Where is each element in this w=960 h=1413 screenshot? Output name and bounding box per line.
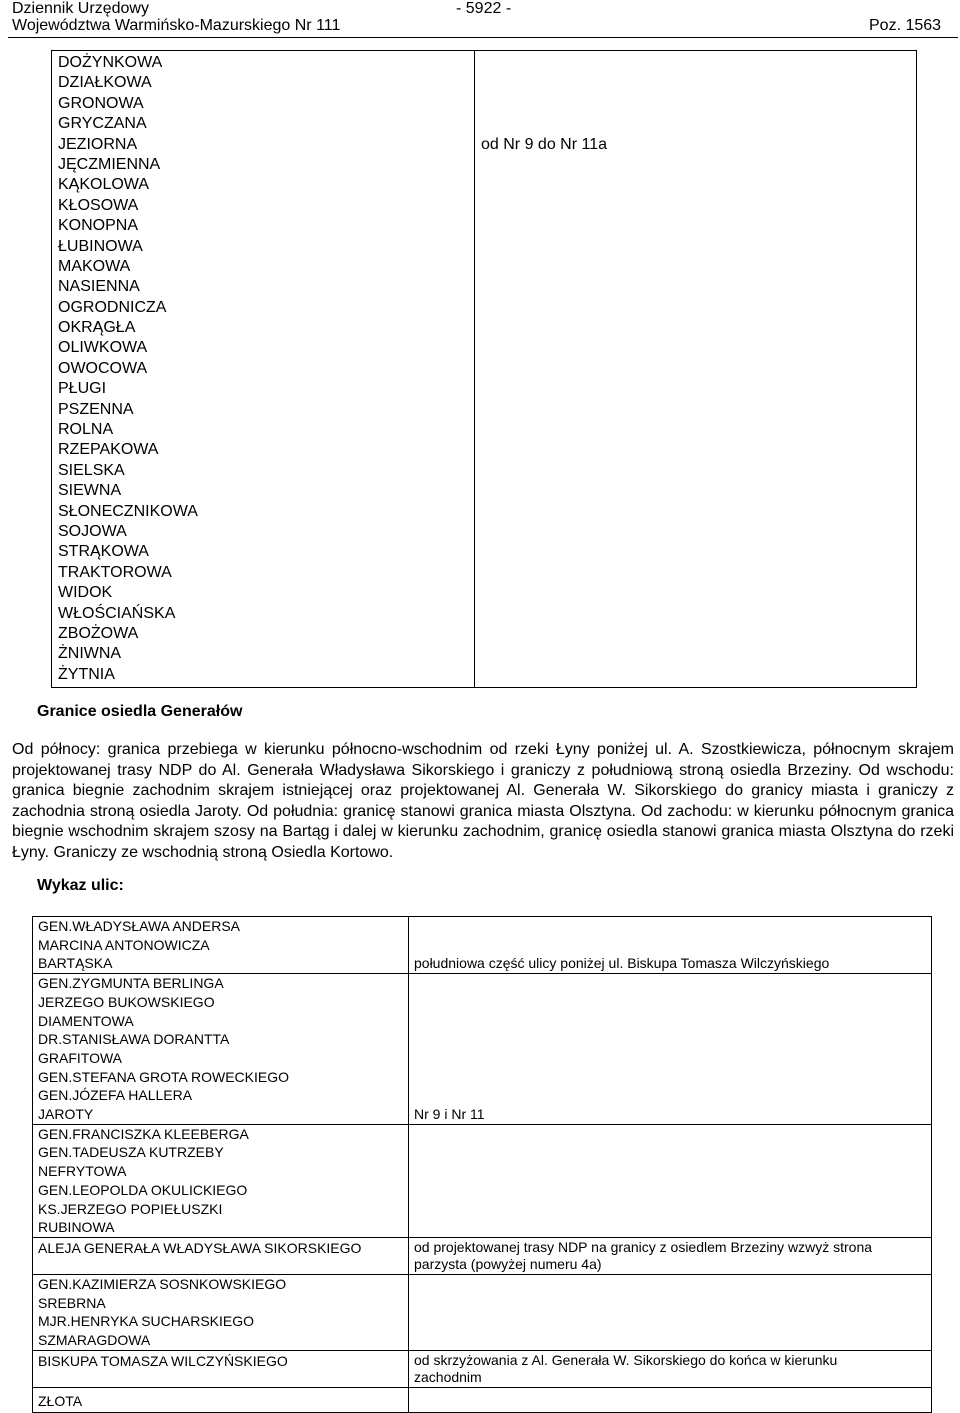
street-note-line: od skrzyżowania z Al. Generała W. Sikorskiego do końca w kierunku [414, 1351, 838, 1368]
street-name: BISKUPA TOMASZA WILCZYŃSKIEGO [38, 1352, 288, 1369]
street-name: GRAFITOWA [38, 1049, 122, 1066]
streets-table-1 [51, 50, 917, 688]
street-cell [33, 1350, 409, 1387]
street-name: DR.STANISŁAWA DORANTTA [38, 1031, 230, 1048]
header-divider [8, 37, 958, 38]
note-cell [409, 1237, 932, 1274]
street-note-line: zachodnim [414, 1368, 482, 1385]
street-list-title: Wykaz ulic: [37, 877, 124, 894]
street-name: GRYCZANA [58, 115, 147, 133]
street-name: JERZEGO BUKOWSKIEGO [38, 993, 215, 1010]
street-name: KONOPNA [58, 217, 139, 235]
journal-subtitle: Województwa Warmińsko-Mazurskiego Nr 111 [12, 17, 341, 34]
street-cell [33, 1387, 409, 1413]
street-name: MARCINA ANTONOWICZA [38, 936, 210, 953]
streets-table-2 [32, 916, 932, 1413]
street-name: SIELSKA [58, 461, 125, 479]
street-name: SŁONECZNIKOWA [58, 502, 198, 520]
street-name: JĘCZMIENNA [58, 155, 161, 173]
street-name: OLIWKOWA [58, 339, 148, 357]
street-name: SZMARAGDOWA [38, 1332, 151, 1349]
note-cell [409, 917, 932, 974]
note-cell [409, 1274, 932, 1350]
street-name: GEN.WŁADYSŁAWA ANDERSA [38, 918, 241, 934]
table-row [33, 1237, 932, 1274]
street-name: GEN.KAZIMIERZA SOSNKOWSKIEGO [38, 1275, 287, 1292]
street-note [409, 1351, 931, 1386]
table-row [33, 1124, 932, 1237]
journal-title: Dziennik Urzędowy [12, 0, 149, 17]
table-row [33, 1274, 932, 1350]
street-name: GEN.TADEUSZA KUTRZEBY [38, 1144, 224, 1161]
street-name: STRĄKOWA [58, 543, 149, 561]
street-name: JAROTY [38, 1106, 94, 1123]
table-row [33, 974, 932, 1125]
street-note-line: od projektowanej trasy NDP na granicy z osiedlem Brzeziny wzwyż strona [414, 1238, 873, 1255]
street-name: PŁUGI [58, 380, 107, 398]
street-name: ŻYTNIA [58, 665, 115, 683]
street-name: PSZENNA [58, 400, 134, 418]
street-name: ŻNIWNA [58, 645, 122, 663]
street-name: OWOCOWA [58, 359, 148, 377]
street-name: GEN.ZYGMUNTA BERLINGA [38, 975, 224, 992]
street-name: ŁUBINOWA [58, 237, 143, 255]
section-title: Granice osiedla Generałów [37, 703, 243, 720]
street-note: południowa część ulicy poniżej ul. Biskupa Tomasza Wilczyńskiego [414, 955, 830, 972]
street-name: BARTĄSKA [38, 955, 113, 972]
street-cell [33, 1274, 409, 1350]
street-name: WIDOK [58, 584, 113, 602]
street-name: RUBINOWA [38, 1219, 115, 1236]
note-cell [409, 1124, 932, 1237]
street-name: GEN.JÓZEFA HALLERA [38, 1087, 193, 1104]
street-name: NASIENNA [58, 278, 140, 296]
table-row [33, 917, 932, 974]
street-name: TRAKTOROWA [58, 563, 172, 581]
street-name: SIEWNA [58, 482, 122, 500]
street-list [52, 53, 474, 685]
position-number: Poz. 1563 [869, 17, 942, 34]
street-note: Nr 9 i Nr 11 [414, 1106, 485, 1122]
street-name: RZEPAKOWA [58, 441, 159, 459]
street-name: MJR.HENRYKA SUCHARSKIEGO [38, 1313, 255, 1330]
street-name: DOŻYNKOWA [58, 54, 163, 71]
street-name: GEN.LEOPOLDA OKULICKIEGO [38, 1181, 248, 1198]
street-name: WŁOŚCIAŃSKA [58, 604, 176, 622]
street-cell [33, 974, 409, 1125]
note-cell [409, 974, 932, 1125]
table-row [52, 51, 917, 688]
street-note-cell [475, 51, 917, 688]
street-note-line: parzysta (powyżej numeru 4a) [414, 1255, 602, 1272]
page-number: - 5922 - [456, 0, 512, 17]
street-cell [33, 1237, 409, 1274]
street-cell [33, 1124, 409, 1237]
table-row [33, 1350, 932, 1387]
table-row [33, 1387, 932, 1413]
street-name: ALEJA GENERAŁA WŁADYSŁAWA SIKORSKIEGO [38, 1239, 362, 1256]
street-name: GEN.FRANCISZKA KLEEBERGA [38, 1125, 249, 1142]
street-name: KS.JERZEGO POPIEŁUSZKI [38, 1200, 223, 1217]
street-name: DIAMENTOWA [38, 1012, 134, 1029]
street-name: ZBOŻOWA [58, 624, 139, 642]
street-name: OGRODNICZA [58, 298, 167, 316]
street-note [409, 1238, 931, 1273]
street-note: od Nr 9 do Nr 11a [481, 135, 607, 153]
boundary-description: Od północy: granica przebiega w kierunku północno-wschodnim od rzeki Łyny poniżej ul. A. Szostkiewicza, północnym skrajem projektowanej trasy NDP do Al. Generała Władysława Sikorskiego i graniczy z południową stroną osiedla Brzeziny. Od wschodu: granica biegnie zachodnim skrajem istniejącej oraz projektowanej Al. Generała W. Sikorskiego do granicy miasta i graniczy z zachodnia stroną osiedla Jaroty. Od południa: granicę stanowi granica miasta Olsztyna. Od zachodu: w kierunku północnym granica biegnie wschodnim skrajem szosy na Bartąg i dalej w kierunku zachodnim, granicę osiedla stanowi granica miasta Olsztyna do rzeki Łyny. Graniczy ze wschodnią stroną Osiedla Kortowo. [12, 741, 954, 861]
street-name: MAKOWA [58, 257, 131, 275]
street-name: ROLNA [58, 421, 114, 439]
street-name: KĄKOLOWA [58, 176, 149, 194]
street-name: ZŁOTA [38, 1392, 83, 1409]
street-name: SOJOWA [58, 522, 127, 540]
street-name: DZIAŁKOWA [58, 74, 152, 92]
street-name: NEFRYTOWA [38, 1163, 127, 1180]
street-name: GEN.STEFANA GROTA ROWECKIEGO [38, 1068, 290, 1085]
street-list-cell [52, 51, 475, 688]
street-name: JEZIORNA [58, 135, 138, 153]
street-cell [33, 917, 409, 974]
street-name: GRONOWA [58, 94, 144, 112]
street-name: OKRĄGŁA [58, 319, 136, 337]
note-cell [409, 1387, 932, 1413]
street-name: KŁOSOWA [58, 196, 139, 214]
note-cell [409, 1350, 932, 1387]
street-name: SREBRNA [38, 1294, 106, 1311]
